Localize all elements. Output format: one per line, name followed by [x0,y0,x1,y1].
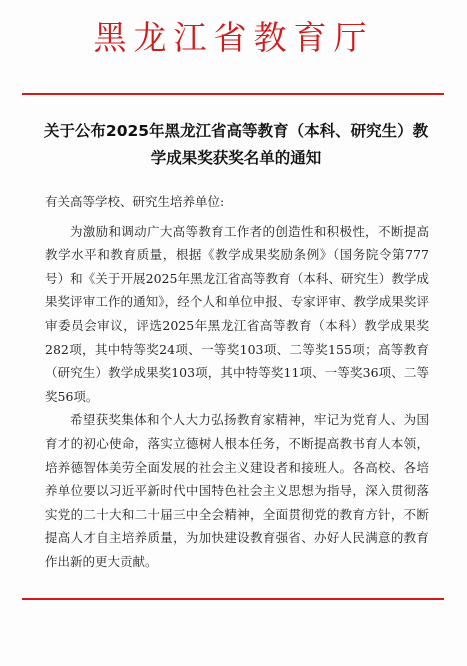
footer-divider-line [22,598,444,600]
document-title: 关于公布2025年黑龙江省高等教育（本科、研究生）教学成果奖获奖名单的通知 [43,122,429,167]
body-paragraph-1: 为激励和调动广大高等教育工作者的创造性和积极性，不断提高教学水平和教育质量，根据《教学成果奖励条例》（国务院令第777号）和《关于开展2025年黑龙江省高等教育（本科、研究生）教学成果奖评审工作的通知》，经个人和单位申报、专家评审、教学成果奖评审委员会审议，评选2025年黑龙江省高等教育（本科）教学成果奖282项，其中特等奖24项、一等奖103项、二等奖155项；高等教育（研究生）教学成果奖103项，其中特等奖11项、一等奖36项、二等奖56项。 [45,223,429,404]
header-divider-line [22,93,444,95]
issuing-authority-header: 黑龙江省教育厅 [93,18,374,57]
document-body [45,190,429,574]
body-paragraph-2: 希望获奖集体和个人大力弘扬教育家精神，牢记为党育人、为国育才的初心使命，落实立德树人根本任务，不断提高教书育人本领，培养德智体美劳全面发展的社会主义建设者和接班人。各高校、各培养单位要以习近平新时代中国特色社会主义思想为指导，深入贯彻落实党的二十大和二十届三中全会精神，全面贯彻党的教育方针，不断提高人才自主培养质量，为加快建设教育强省、办好人民满意的教育作出新的更大贡献。 [45,412,429,569]
salutation: 有关高等学校、研究生培养单位: [45,194,225,209]
